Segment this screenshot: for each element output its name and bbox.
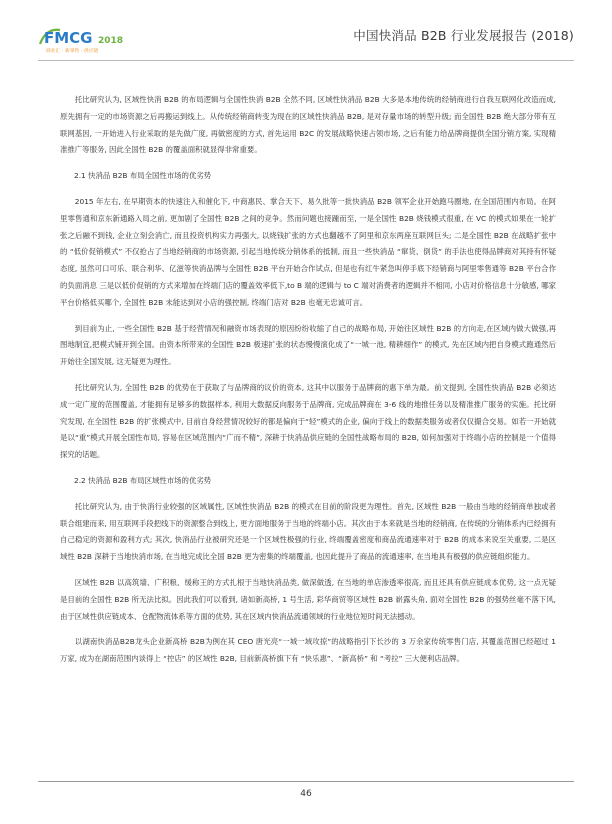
section-heading-2-1: 2.1 快消品 B2B 布局全国性市场的优劣势 bbox=[74, 171, 212, 181]
report-title: 中国快消品 B2B 行业发展报告 (2018) bbox=[353, 28, 574, 43]
page-header bbox=[38, 16, 574, 56]
logo-subtitle: 商业汇 · 新零售 · 供应链 bbox=[46, 49, 99, 54]
paragraph: 区域性 B2B 以高筑墙、广积粮、缓称王的方式扎根于当地快消品类, 做深做透, 在当地的单店渗透率很高, 而且还具有供应链成本优势, 这一点无疑是目前的全国性 B2B 所无法比拟。因此我们可以看到, 诸如新高桥, 1 号生活, 彩华商贸等区域性 B2B 崭露头角, 面对全国性 B2B 的强势丝毫不落下风, 由于区域性供应链成本、仓配物流体系等方面的优势, 其在区域内快消品流通领域的行业地位短时间无法撼动。 bbox=[60, 577, 556, 621]
paragraph: 托比研究认为, 区域性快消 B2B 的布局逻辑与全国性快消 B2B 全然不同, 区域性快消品 B2B 大多是本地传统的经销商进行自我互联网化改造而成, 原先拥有一定的市场资源之后再搬运到线上。从传统经销商转变为现在的区域性快消品 B2B, 是对存量市场的转型升级; 而全国性 B2B 绝大部分带有互联网基因, 一开始进入行业采取的是先做广度, 再做密度的方式, 首先运用 B2C 的发展战略快速占领市场, 之后有能力给品牌商提供全国分销方案, 实现精准推广等服务, 因此全国性 B2B 的覆盖面积就显得非常重要。 bbox=[60, 95, 556, 155]
logo-text: FMCG bbox=[44, 29, 93, 47]
fmcg-logo bbox=[38, 22, 178, 54]
page-number: 46 bbox=[300, 789, 312, 799]
paragraph: 到目前为止, 一些全国性 B2B 基于经营情况和融资市场表现的原因纷纷收缩了自己的战略布局, 开始往区域性 B2B 的方向走,在区域内做大做强,再图地制宜,把模式铺开到全国。由资本所带来的全国性 B2B 极速扩张的状态慢慢演化成了“一城一池, 精耕细作” 的模式, 先在区域内把自身模式跑通然后开始往全国发展, 这无疑更为理性。 bbox=[60, 323, 556, 367]
paragraph: 托比研究认为, 全国性 B2B 的优势在于获取了与品牌商的议价的资本, 这其中以服务于品牌商的惠下单为最。前文提到, 全国性快消品 B2B 必须达成一定广度的范围覆盖, 才能拥有足够多的数据样本, 利用大数据反向服务于品牌商, 完成品牌商在 3-6 线的地推任务以及精准推广服务的实施。托比研究发现, 在全国性 B2B 的扩张模式中, 目前自身经营情况较好的都是偏向于“轻”模式的企业, 偏向于线上的数据类服务或者仅仅撮合交易。如若一开始就是以“重”模式开展全国性布局, 容易在区域范围内“广而不精”, 深耕于快消品供应链的全国性战略布局的 B2B, 如何加强对于终端小店的控制是一个值得探究的话题。 bbox=[60, 382, 556, 460]
paragraph: 以湖南快消品B2B龙头企业新高桥 B2B为例在其 CEO 唐光亮“一城一域攻掠”的战略指引下长沙的 3 万余家传统零售门店, 其覆盖范围已经超过 1 万家, 成为在湖南范围内谈得上 “控店” 的区域性 B2B, 目前新高桥旗下有 “快乐惠”、“新高桥” 和 “考拉” 三大便利店品牌。 bbox=[60, 637, 556, 664]
paragraph: 托比研究认为, 由于快消行业较强的区域属性, 区域性快消品 B2B 的模式在目前的阶段更为理性。首先, 区域性 B2B 一般由当地的经销商单独或者联合组建而来, 用互联网手段把线下的资源整合到线上, 更方面地服务于当地的终端小店。其次由于本来就是当地的经销商, 在传统的分销体系内已经拥有自己稳定的资源和盈利方式; 其次, 快消品行业被研究还是一个区域性极强的行业, 终端覆盖密度和商品流通速率对于 B2B 的成本来说至关重要, 二是区域性 B2B 深耕于当地快消市场, 在当地完成比全国 B2B 更为密集的终端覆盖, 也因此提升了商品的流通速率, 在当地具有极强的供应链组织能力。 bbox=[60, 501, 556, 562]
header-rule bbox=[38, 60, 574, 61]
logo-year: 2018 bbox=[98, 36, 124, 46]
footer-rule bbox=[38, 781, 574, 782]
section-heading-2-2: 2.2 快消品 B2B 布局区域性市场的优劣势 bbox=[74, 475, 212, 485]
paragraph: 2015 年左右, 在早期资本的快速注入和催化下, 中商惠民、掌合天下、易久批等一批快消品 B2B 领军企业开始跑马圈地, 在全国范围内布局。在阿里零售通和京东新通路入局之前, 更加剧了全国性 B2B 之间的竞争。然而问题也接踵而至, 一是全国性 B2B 烧钱模式很重, 在 VC 的模式如果在一轮扩张之后融不到钱, 企业立刻会消亡, 而且投资机构实力再强大, 以烧钱扩张的方式也翻越不了阿里和京东两座互联网巨头; 二是全国性 B2B 在战略扩张中的 “低价促销模式” 不仅抢占了当地经销商的市场资源, 引起当地传统分销体系的抵制, 而且一些快消品 “窜货、倒货” 的手法也使得品牌商对其持有怀疑态度, 虽然可口可乐、联合利华、亿滋等快消品牌与全国性 B2B 平台开始合作试点, 但是也有红牛紧急叫停手底下经销商与阿里零售通等 B2B 平台合作的负面消息 三是以低价促销的方式来增加在终端门店的覆盖效率低下,to B 端的逻辑与 to C 端对消费者的逻辑并不相同, 小店对价格信息十分敏感, 哪家平台价格低买哪个, 全国性 B2B 未能达到对小店的强控制, 终端门店对 B2B 也毫无忠诚可言。 bbox=[60, 196, 556, 307]
page-body bbox=[60, 92, 556, 677]
